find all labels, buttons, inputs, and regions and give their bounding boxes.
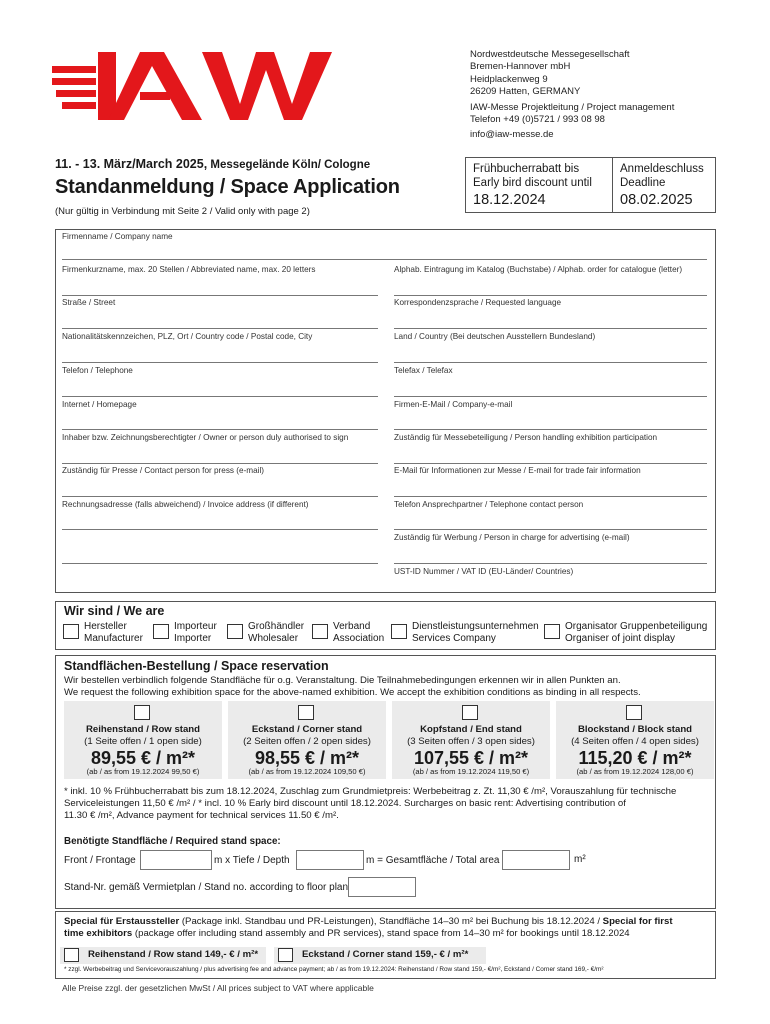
advertising-contact-label: Zuständig für Werbung / Person in charge for advertising (e-mail): [394, 533, 630, 542]
short-name-field[interactable]: [62, 295, 378, 296]
company-email-label: Firmen-E-Mail / Company-e-mail: [394, 400, 513, 409]
association-label: [333, 621, 384, 645]
stand-price-after: (ab / as from 19.12.2024 99,50 €): [86, 767, 200, 776]
required-space-title: Benötigte Standfläche / Required stand space:: [64, 836, 281, 847]
association-label-de: Verband: [333, 621, 371, 632]
end-stand-checkbox[interactable]: [462, 705, 478, 720]
stand-price: 89,55 € / m²*: [90, 748, 196, 768]
total-area-label: m = Gesamtfläche / Total area: [366, 855, 500, 866]
manufacturer-label: [84, 621, 143, 645]
organizer-address: [470, 49, 674, 142]
stand-name: Eckstand / Corner stand: [251, 724, 363, 735]
company-details-form: [55, 229, 716, 593]
company-name-field[interactable]: [62, 259, 707, 260]
stand-option-corner: [228, 701, 386, 779]
language-field[interactable]: [394, 328, 707, 329]
invoice-address-field-2[interactable]: [62, 563, 378, 564]
street-label: Straße / Street: [62, 298, 116, 307]
invoice-address-label: Rechnungsadresse (falls abweichend) / Invoice address (if different): [62, 500, 309, 509]
early-bird-label-en: Early bird discount until: [473, 177, 592, 189]
company-type-section: [55, 601, 716, 650]
services-company-label-de: Dienstleistungsunternehmen: [412, 621, 539, 632]
special-corner-stand-checkbox[interactable]: [278, 948, 293, 962]
address-line: Nordwestdeutsche Messegesellschaft: [470, 49, 630, 60]
special-title-en: Special for first: [602, 916, 673, 927]
depth-input[interactable]: [296, 850, 364, 870]
owner-label: Inhaber bzw. Zeichnungsberechtigter / Owner or person duly authorised to sign: [62, 433, 349, 442]
address-line: 26209 Hatten, GERMANY: [470, 86, 581, 98]
space-reservation-section: [55, 655, 716, 909]
vat-id-label: UST-ID Nummer / VAT ID (EU-Länder/ Countries): [394, 567, 574, 576]
catalogue-letter-label: Alphab. Eintragung im Katalog (Buchstabe) / Alphab. order for catalogue (letter): [394, 265, 683, 274]
homepage-field[interactable]: [62, 429, 378, 430]
stand-price-after: (ab / as from 19.12.2024 109,50 €): [248, 767, 366, 776]
early-bird-label: Frühbucherrabatt bis: [473, 163, 580, 175]
surcharge-note: Serviceleistungen 11,50 € /m² / * incl. 10 % Early bird discount until 18.12.2024. Surcharges on basic rent: Advertising contribution of: [64, 798, 626, 809]
row-stand-checkbox[interactable]: [134, 705, 150, 720]
telefax-label: Telefax / Telefax: [394, 366, 453, 375]
address-line: Heidplackenweg 9: [470, 73, 548, 85]
event-venue: Messegelände Köln/ Cologne: [207, 159, 371, 171]
contact-phone-field[interactable]: [394, 529, 707, 530]
importer-checkbox[interactable]: [153, 624, 169, 639]
address-line: Telefon +49 (0)5721 / 993 08 98: [470, 114, 605, 126]
wholesaler-checkbox[interactable]: [227, 624, 243, 639]
special-corner-stand-option: [274, 947, 486, 964]
company-email-field[interactable]: [394, 429, 707, 430]
stand-price: 98,55 € / m²*: [254, 748, 360, 768]
stand-price: 107,55 € / m²*: [413, 748, 529, 768]
catalogue-letter-field[interactable]: [394, 295, 707, 296]
space-intro-de: Wir bestellen verbindlich folgende Standfläche für o.g. Veranstaltung. Die Teilnahmebedingungen erkennen wir in allen Punkten an.: [64, 675, 621, 686]
stand-number-input[interactable]: [348, 877, 416, 897]
deadline-date: 08.02.2025: [620, 192, 693, 208]
special-footnote: * zzgl. Werbebeitrag und Servicevorauszahlung / plus advertising fee and advance payment; ab / as from 19.12.2024: Reihenstand / Row stand 159,- €/m², Eckstand / Corner stand 169,- €/m²: [64, 966, 604, 973]
address-line: IAW-Messe Projektleitung / Project management: [470, 101, 675, 113]
manufacturer-label-en: Manufacturer: [84, 633, 143, 644]
country-field[interactable]: [394, 362, 707, 363]
joint-display-checkbox[interactable]: [544, 624, 560, 639]
manufacturer-label-de: Hersteller: [84, 621, 127, 632]
page-subtitle: (Nur gültig in Verbindung mit Seite 2 / Valid only with page 2): [55, 206, 310, 217]
early-bird-deadline: [465, 157, 613, 213]
address-email[interactable]: info@iaw-messe.de: [470, 129, 554, 141]
homepage-label: Internet / Homepage: [62, 400, 137, 409]
exhibition-contact-label: Zuständig für Messebeteiligung / Person handling exhibition participation: [394, 433, 658, 442]
company-type-title: Wir sind / We are: [64, 604, 165, 618]
advertising-contact-field[interactable]: [394, 563, 707, 564]
vat-note: Alle Preise zzgl. der gesetzlichen MwSt / All prices subject to VAT where applicable: [62, 983, 374, 993]
area-unit: m²: [574, 854, 586, 865]
company-name-label: Firmenname / Company name: [62, 232, 173, 241]
telephone-field[interactable]: [62, 396, 378, 397]
corner-stand-checkbox[interactable]: [298, 705, 314, 720]
block-stand-checkbox[interactable]: [626, 705, 642, 720]
info-email-field[interactable]: [394, 496, 707, 497]
services-company-checkbox[interactable]: [391, 624, 407, 639]
special-corner-stand-label: Eckstand / Corner stand 159,- € / m²*: [302, 949, 469, 960]
space-reservation-title: Standflächen-Bestellung / Space reservation: [64, 659, 329, 673]
stand-option-end: [392, 701, 550, 779]
stand-price-after: (ab / as from 19.12.2024 128,00 €): [576, 767, 694, 776]
special-desc-de: (Package inkl. Standbau und PR-Leistungen), Standfläche 14–30 m² bei Buchung bis 18.12.2024 /: [179, 916, 603, 927]
iaw-logo: [52, 48, 337, 124]
stand-option-row: [64, 701, 222, 779]
manufacturer-checkbox[interactable]: [63, 624, 79, 639]
joint-display-label: [565, 621, 707, 645]
surcharge-note: 11.30 € /m², Advance payment for technical services 11.50 € /m².: [64, 810, 339, 821]
press-contact-field[interactable]: [62, 496, 378, 497]
association-checkbox[interactable]: [312, 624, 328, 639]
info-email-label: E-Mail für Informationen zur Messe / E-mail for trade fair information: [394, 466, 641, 475]
telefax-field[interactable]: [394, 396, 707, 397]
postal-city-field[interactable]: [62, 362, 378, 363]
first-exhibitor-special: [55, 911, 716, 979]
total-area-input[interactable]: [502, 850, 570, 870]
postal-city-label: Nationalitätskennzeichen, PLZ, Ort / Country code / Postal code, City: [62, 332, 313, 341]
frontage-label: Front / Frontage: [64, 855, 136, 866]
event-dates: [55, 157, 370, 171]
importer-label-de: Importeur: [174, 621, 217, 632]
owner-field[interactable]: [62, 463, 378, 464]
special-line-2: [64, 928, 630, 939]
stand-sides: (4 Seiten offen / 4 open sides): [571, 736, 699, 747]
joint-display-label-en: Organiser of joint display: [565, 633, 676, 644]
event-date-text: 11. - 13. März/March 2025,: [55, 157, 208, 171]
special-title-en-cont: time exhibitors: [64, 928, 133, 939]
deadline-label-en: Deadline: [620, 177, 666, 189]
press-contact-label: Zuständig für Presse / Contact person for press (e-mail): [62, 466, 265, 475]
short-name-label: Firmenkurzname, max. 20 Stellen / Abbreviated name, max. 20 letters: [62, 265, 316, 274]
telephone-label: Telefon / Telephone: [62, 366, 133, 375]
stand-name: Reihenstand / Row stand: [85, 724, 201, 735]
special-row-stand-checkbox[interactable]: [64, 948, 79, 962]
country-label: Land / Country (Bei deutschen Ausstellern Bundesland): [394, 332, 596, 341]
stand-number-label: Stand-Nr. gemäß Vermietplan / Stand no. according to floor plan: [64, 882, 349, 893]
street-field[interactable]: [62, 328, 378, 329]
stand-sides: (2 Seiten offen / 2 open sides): [243, 736, 371, 747]
special-title-de: Special für Erstaussteller: [64, 916, 180, 927]
special-row-stand-option: [60, 947, 266, 964]
space-intro-en: We request the following exhibition space for the above-named exhibition. We accept the exhibition conditions as binding in all respects.: [64, 687, 641, 698]
wholesaler-label-de: Großhändler: [248, 621, 305, 632]
stand-name: Kopfstand / End stand: [420, 724, 522, 735]
special-line-1: [64, 916, 673, 927]
wholesaler-label-en: Wholesaler: [248, 633, 299, 644]
special-row-stand-label: Reihenstand / Row stand 149,- € / m²*: [88, 949, 259, 960]
exhibition-contact-field[interactable]: [394, 463, 707, 464]
stand-sides: (1 Seite offen / 1 open side): [84, 736, 202, 747]
stand-name: Blockstand / Block stand: [577, 724, 693, 735]
services-company-label: [412, 621, 539, 645]
stand-option-block: [556, 701, 714, 779]
frontage-input[interactable]: [140, 850, 212, 870]
association-label-en: Association: [333, 633, 385, 644]
invoice-address-field[interactable]: [62, 529, 378, 530]
page-title: Standanmeldung / Space Application: [55, 176, 400, 198]
address-line: Bremen-Hannover mbH: [470, 61, 571, 73]
special-desc-en: (package offer including stand assembly and PR services), stand space from 14–30 m² for bookings until 18.12.2024: [132, 928, 630, 939]
language-label: Korrespondenzsprache / Requested language: [394, 298, 562, 307]
wholesaler-label: [248, 621, 304, 645]
importer-label-en: Importer: [174, 633, 212, 644]
early-bird-date: 18.12.2024: [473, 192, 546, 208]
joint-display-label-de: Organisator Gruppenbeteiligung: [565, 621, 708, 632]
stand-price: 115,20 € / m²*: [578, 748, 692, 768]
registration-deadline: [612, 157, 716, 213]
deadline-label: Anmeldeschluss: [620, 163, 704, 175]
stand-price-after: (ab / as from 19.12.2024 119,50 €): [412, 767, 530, 776]
stand-sides: (3 Seiten offen / 3 open sides): [407, 736, 535, 747]
importer-label: [174, 621, 217, 645]
iaw-logo-graphic: [52, 48, 337, 124]
surcharge-note: * inkl. 10 % Frühbucherrabatt bis zum 18.12.2024, Zuschlag zum Grundmietpreis: Werbebeitrag z. Zt. 11,30 € /m², Vorauszahlung für technische: [64, 786, 677, 797]
depth-label: m x Tiefe / Depth: [214, 855, 290, 866]
contact-phone-label: Telefon Ansprechpartner / Telephone contact person: [394, 500, 584, 509]
services-company-label-en: Services Company: [412, 633, 496, 644]
